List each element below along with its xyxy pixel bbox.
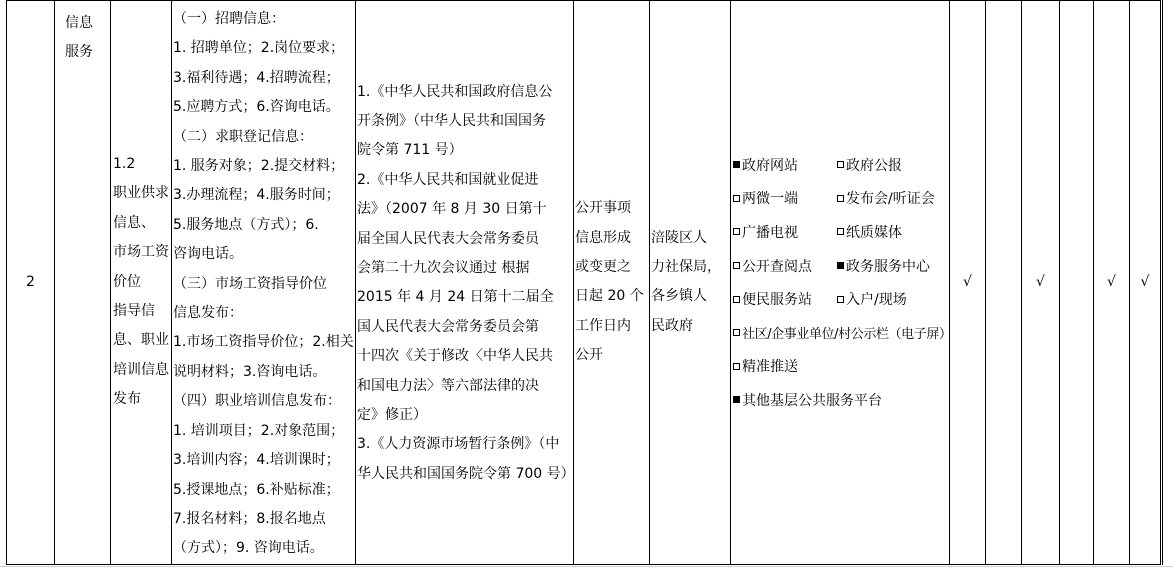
unchecked-box-icon xyxy=(837,296,844,303)
channel-label: 公开查阅点 xyxy=(742,258,812,275)
channel-label: 便民服务站 xyxy=(742,292,812,309)
table-row xyxy=(7,1,1162,565)
channel-row xyxy=(733,316,952,350)
channel-option xyxy=(733,222,837,242)
channels-cell xyxy=(731,1,950,565)
channel-label: 政务服务中心 xyxy=(846,258,930,275)
subject-cell xyxy=(650,1,731,565)
mark-cell: √ xyxy=(950,1,986,565)
channel-option xyxy=(837,289,941,309)
basis-cell xyxy=(356,1,574,565)
channel-label: 发布会/听证会 xyxy=(846,191,935,208)
mark-cell xyxy=(986,1,1022,565)
document-frame xyxy=(6,0,1173,564)
channel-option xyxy=(733,188,837,208)
unchecked-box-icon xyxy=(733,363,740,370)
channel-option xyxy=(733,390,882,410)
channel-option xyxy=(733,256,837,276)
seq-number: 2 xyxy=(26,274,35,291)
level1-category: 信息 服务 xyxy=(65,15,93,61)
level1-cell xyxy=(55,1,111,565)
unchecked-box-icon xyxy=(733,195,740,202)
channel-label: 社区/企事业单位/村公示栏（电子屏） xyxy=(742,327,952,343)
level2-cell xyxy=(111,1,172,565)
channel-label: 纸质媒体 xyxy=(846,224,902,241)
disclosure-content: （一）招聘信息： 1. 招聘单位；2.岗位要求； 3.福利待遇；4.招聘流程； 5.应聘方式；6.咨询电话。 （二）求职登记信息： 1. 服务对象；2.提交材料； 3.办理流程；4.服务时间； 5.服务地点（方式）；6. 咨询电话。 （三）市场工资指导价位 信息发布： 1.市场工资指导价位；2.相关 说明材料；3.咨询电话。 （四）职业培训信息发布： 1. 培训项目；2.对象范围； 3.培训内容；4.培训课时； 5.授课地点；6.补贴标准； 7.报名材料；8.报名地点 （方式）；9. 咨询电话。 xyxy=(173,11,354,557)
unchecked-box-icon xyxy=(733,296,740,303)
disclosure-subject: 涪陵区人 力社保局， 各乡镇人 民政府 xyxy=(651,229,721,334)
unchecked-box-icon xyxy=(733,228,740,235)
channel-label: 精准推送 xyxy=(742,359,798,376)
mark-cell: √ xyxy=(1130,1,1162,565)
channel-row xyxy=(733,249,949,283)
disclosure-time-limit: 公开事项 信息形成 或变更之 日起 20 个 工作日内 公开 xyxy=(575,200,644,364)
mark-cell: √ xyxy=(1022,1,1060,565)
unchecked-box-icon xyxy=(733,329,740,336)
content-cell xyxy=(172,1,356,565)
channel-row xyxy=(733,282,949,316)
channel-label: 其他基层公共服务平台 xyxy=(742,392,882,409)
channel-row xyxy=(733,182,949,216)
unchecked-box-icon xyxy=(837,195,844,202)
channel-option xyxy=(837,256,941,276)
disclosure-basis: 1.《中华人民共和国政府信息公 开条例》（中华人民共和国国务 院令第 711 号） 2.《中华人民共和国就业促进 法》（2007 年 8 月 30 日第十 届全国人民代表大会常务委员 会第二十九次会议通过 根据 2015 年 4 月 24 日第十二届全 国人民代表大会常务委员会第 十四次《关于修改〈中华人民共 和国电力法〉等六部法律的决 定》修正） 3.《人力资源市场暂行条例》（中 华人民共和国国务院令第 700 号） xyxy=(357,83,575,482)
mark-cell xyxy=(1060,1,1094,565)
channel-label: 两微一端 xyxy=(742,191,798,208)
channel-list xyxy=(731,148,952,417)
level2-category: 1.2 职业供求信息、 市场工资价位 指导信息、职业 培训信息发布 xyxy=(113,156,169,408)
seq-cell xyxy=(7,1,55,565)
unchecked-box-icon xyxy=(837,161,844,168)
checked-box-icon xyxy=(837,262,844,269)
channel-option xyxy=(733,323,952,342)
page-divider xyxy=(0,566,1173,567)
channel-row xyxy=(733,148,949,182)
channel-row xyxy=(733,215,949,249)
channel-row xyxy=(733,383,949,417)
channel-label: 政府网站 xyxy=(742,157,798,174)
channel-option xyxy=(837,188,941,208)
channel-label: 广播电视 xyxy=(742,224,798,241)
disclosure-table xyxy=(6,0,1163,565)
channel-row xyxy=(733,350,949,384)
channel-label: 政府公报 xyxy=(846,157,902,174)
channel-label: 入户/现场 xyxy=(846,292,907,309)
channel-option xyxy=(837,222,941,242)
mark-cell: √ xyxy=(1094,1,1130,565)
time-cell xyxy=(574,1,650,565)
checked-box-icon xyxy=(733,396,740,403)
channel-option xyxy=(733,289,837,309)
checked-box-icon xyxy=(733,161,740,168)
channel-option xyxy=(733,155,837,175)
channel-option xyxy=(733,356,798,376)
unchecked-box-icon xyxy=(837,228,844,235)
unchecked-box-icon xyxy=(733,262,740,269)
channel-option xyxy=(837,155,941,175)
